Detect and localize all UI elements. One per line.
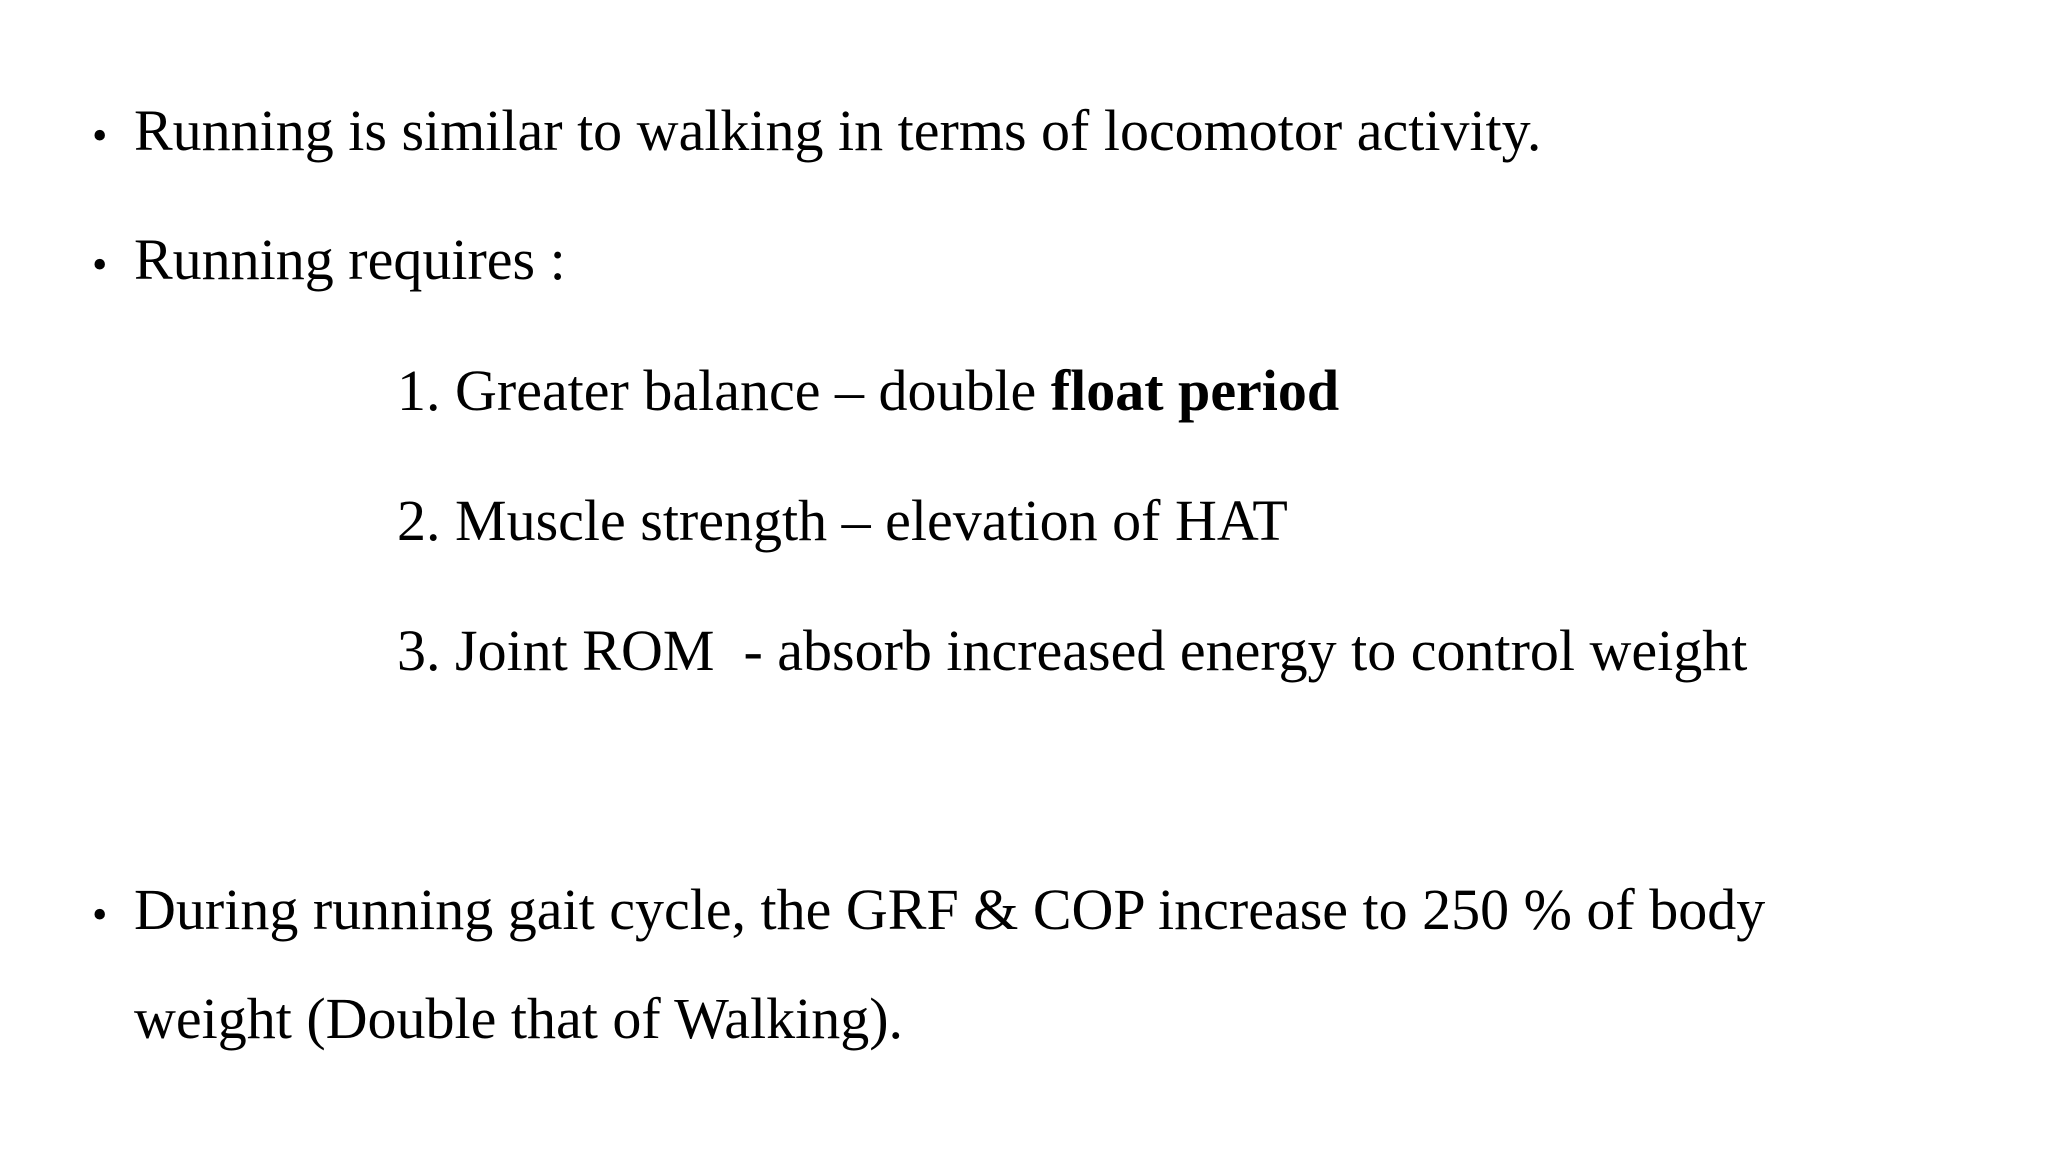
requirement-number: 1.: [397, 358, 441, 423]
requirement-text: Greater balance – double: [455, 358, 1051, 423]
requirement-item-strength: [397, 488, 1288, 553]
requirement-text: Joint ROM - absorb increased energy to control weight: [455, 618, 1748, 683]
bullet-text-running-similar: Running is similar to walking in terms of locomotor activity.: [134, 98, 1542, 163]
requirement-item-balance: [397, 358, 1340, 423]
bullet-text-grf-line2: weight (Double that of Walking).: [134, 986, 904, 1051]
bullet-marker: •: [92, 240, 108, 289]
requirement-item-rom: [397, 618, 1748, 683]
requirement-number: 3.: [397, 618, 441, 683]
requirement-bold-text: float period: [1050, 358, 1340, 423]
bullet-text-grf-line1: During running gait cycle, the GRF & COP increase to 250 % of body: [134, 877, 1766, 942]
requirement-number: 2.: [397, 488, 441, 553]
bullet-marker: •: [92, 111, 108, 160]
bullet-marker: •: [92, 890, 108, 939]
requirement-text: Muscle strength – elevation of HAT: [455, 488, 1288, 553]
bullet-text-running-requires: Running requires :: [134, 227, 566, 292]
